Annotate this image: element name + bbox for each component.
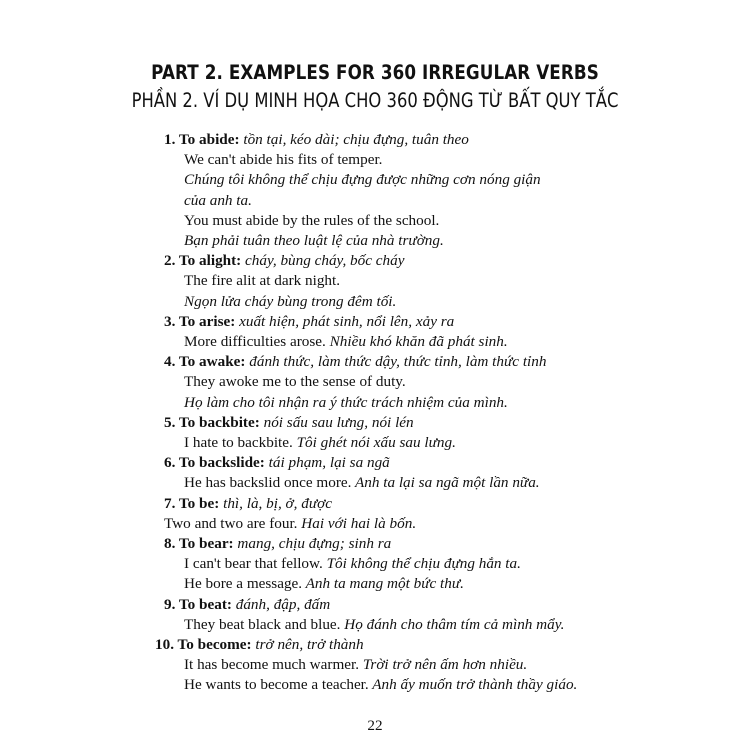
verb-meaning: đánh thức, làm thức dậy, thức tỉnh, làm thức tỉnh — [245, 353, 547, 371]
example-english: He wants to become a teacher. — [184, 676, 369, 694]
verb-meaning: cháy, bùng cháy, bốc cháy — [241, 252, 405, 270]
verb-entry — [164, 352, 634, 413]
example-vietnamese: Tôi không thể chịu đựng hắn ta. — [322, 555, 521, 573]
verb-name: 6. To backslide: — [164, 454, 265, 472]
example-line — [164, 332, 634, 352]
verb-name: 5. To backbite: — [164, 413, 260, 431]
verb-entry-list — [155, 130, 634, 696]
example-line — [164, 655, 634, 675]
page-title-vietnamese: PHẦN 2. VÍ DỤ MINH HỌA CHO 360 ĐỘNG TỪ BẤT QUY TẮC — [131, 89, 619, 112]
example-english: You must abide by the rules of the school. — [184, 211, 440, 229]
example-vietnamese: Chúng tôi không thể chịu đựng được những cơn nóng giận — [184, 171, 541, 189]
verb-name: 7. To be: — [164, 494, 220, 512]
verb-name: 2. To alight: — [164, 252, 242, 270]
verb-meaning: trở nên, trở thành — [251, 636, 364, 654]
example-line — [164, 393, 634, 413]
verb-entry — [164, 494, 634, 534]
verb-entry — [164, 595, 634, 635]
verb-name: 3. To arise: — [164, 312, 236, 330]
verb-entry — [164, 130, 634, 251]
example-line — [164, 473, 634, 493]
example-line — [164, 170, 634, 190]
verb-name: 8. To bear: — [164, 535, 234, 553]
example-vietnamese: của anh ta. — [184, 191, 252, 209]
verb-entry — [164, 251, 634, 312]
example-line — [164, 271, 634, 291]
example-line — [164, 433, 634, 453]
example-english: I can't bear that fellow. — [184, 555, 323, 573]
example-line — [164, 211, 634, 231]
example-line — [164, 191, 634, 211]
verb-name: 1. To abide: — [164, 131, 240, 148]
example-english: They awoke me to the sense of duty. — [184, 373, 406, 391]
verb-entry-heading — [164, 352, 634, 372]
verb-name: 10. To become: — [155, 636, 252, 654]
example-line — [164, 231, 634, 251]
verb-meaning: tái phạm, lại sa ngã — [264, 454, 390, 472]
example-english: We can't abide his fits of temper. — [184, 151, 383, 169]
example-english: It has become much warmer. — [184, 656, 360, 674]
example-vietnamese: Bạn phải tuân theo luật lệ của nhà trường. — [184, 232, 444, 250]
verb-entry-heading — [164, 494, 634, 514]
example-line — [164, 554, 634, 574]
example-line — [164, 675, 634, 695]
example-english: I hate to backbite. — [184, 434, 293, 452]
verb-entry-heading — [164, 251, 634, 271]
example-vietnamese: Anh ấy muốn trở thành thầy giáo. — [368, 676, 578, 694]
verb-meaning: tồn tại, kéo dài; chịu đựng, tuân theo — [239, 131, 469, 148]
example-vietnamese: Họ làm cho tôi nhận ra ý thức trách nhiệm của mình. — [184, 393, 508, 411]
verb-entry — [164, 312, 634, 352]
example-vietnamese: Hai với hai là bốn. — [297, 514, 417, 532]
verb-meaning: đánh, đập, đấm — [231, 595, 331, 613]
example-vietnamese: Anh ta mang một bức thư. — [302, 575, 464, 593]
example-line — [164, 574, 634, 594]
example-english: Two and two are four. — [164, 514, 298, 532]
verb-entry-heading — [164, 312, 634, 332]
example-english: More difficulties arose. — [184, 333, 326, 351]
verb-entry-heading — [164, 130, 634, 150]
example-english: He has backslid once more. — [184, 474, 352, 492]
example-english: The fire alit at dark night. — [184, 272, 341, 290]
verb-entry-heading — [164, 413, 634, 433]
example-vietnamese: Ngọn lửa cháy bùng trong đêm tối. — [184, 292, 397, 310]
verb-entry — [164, 534, 634, 595]
verb-name: 9. To beat: — [164, 595, 232, 613]
example-line — [164, 615, 634, 635]
example-line — [164, 514, 634, 534]
verb-meaning: nói sấu sau lưng, nói lén — [259, 413, 414, 431]
verb-meaning: mang, chịu đựng; sinh ra — [233, 535, 392, 553]
example-line — [164, 372, 634, 392]
verb-entry — [164, 453, 634, 493]
page-number: 22 — [367, 717, 383, 734]
verb-entry-heading — [164, 453, 634, 473]
verb-name: 4. To awake: — [164, 353, 246, 371]
example-vietnamese: Trời trở nên ấm hơn nhiều. — [359, 656, 528, 674]
verb-entry-heading — [164, 595, 634, 615]
example-english: They beat black and blue. — [184, 615, 341, 633]
example-line — [164, 292, 634, 312]
example-english: He bore a message. — [184, 575, 303, 593]
verb-meaning: thì, là, bị, ở, được — [219, 494, 332, 512]
verb-meaning: xuất hiện, phát sinh, nổi lên, xảy ra — [235, 312, 455, 330]
verb-entry-heading — [155, 635, 634, 655]
example-vietnamese: Họ đánh cho thâm tím cả mình mẩy. — [340, 615, 565, 633]
verb-entry — [164, 413, 634, 453]
example-vietnamese: Tôi ghét nói xấu sau lưng. — [292, 434, 456, 452]
page-title-english: PART 2. EXAMPLES FOR 360 IRREGULAR VERBS — [151, 61, 599, 84]
example-line — [164, 150, 634, 170]
verb-entry — [155, 635, 634, 696]
verb-entry-heading — [164, 534, 634, 554]
example-vietnamese: Nhiều khó khăn đã phát sinh. — [325, 333, 508, 351]
example-vietnamese: Anh ta lại sa ngã một lần nữa. — [351, 474, 540, 492]
